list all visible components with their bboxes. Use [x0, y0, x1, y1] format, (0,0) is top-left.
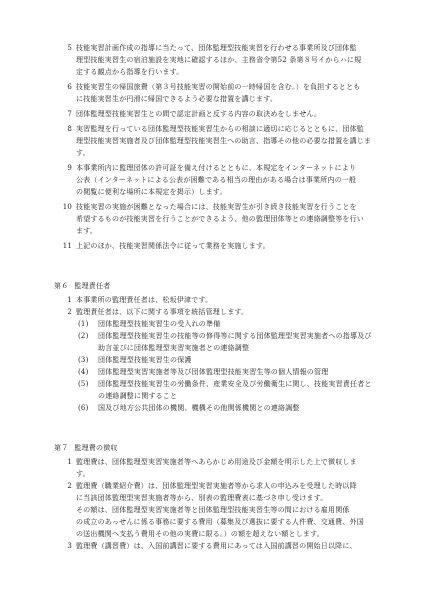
sub-item-number: (3) [78, 356, 89, 364]
sub-item [62, 402, 376, 414]
list-item [62, 540, 376, 552]
sub-item [62, 354, 376, 366]
item-number: 2 [67, 482, 72, 490]
item-line: 上記のほか、技能実習関係法令に従って業務を実施します。 [76, 242, 270, 250]
item-number: 1 [67, 296, 72, 304]
list-item [62, 123, 376, 159]
item-line: の成立のあっせんに係る事務に要する費用（募集及び選抜に要する人件費、交通費、外国 [76, 518, 364, 526]
item-line: 団体監理型技能実習生の技能等の修得等に関する団体監理型実習実施者への指導及び [98, 332, 372, 340]
item-line: す。 [76, 470, 90, 478]
item-line: 本事業所の監理責任者は、松坂伊津です。 [76, 296, 213, 304]
item-line: 助言並びに団体監理型実習実施者との連絡調整 [98, 344, 250, 352]
list-item [62, 240, 376, 252]
item-number: 11 [62, 242, 72, 250]
item-line: 希望するものが技能実習を行うことができるよう、他の監理団体等との連絡調整等を行い [76, 215, 364, 223]
item-number: 2 [67, 308, 72, 316]
list-item [62, 480, 376, 540]
item-line: 理型技能実習実施者及び団体監理型技能実習生への助言、指導その他の必要な措置を講じます。 [76, 137, 372, 157]
section-heading [54, 280, 376, 292]
section-number: 第６ [54, 282, 69, 290]
sub-item-number: (2) [78, 332, 89, 340]
sub-item-number: (6) [78, 404, 89, 412]
item-line: 監理費（職業紹介費）は、団体監理型実習実施者等から求人の申込みを受理した時以降 [76, 482, 357, 490]
item-line: 技能実習の実施が困難となった場合には、技能実習生が引き続き技能実習を行うことを [76, 203, 357, 211]
list-item [62, 42, 376, 78]
item-line: 定する観点から指導を行います。 [76, 68, 184, 76]
item-line: の連絡調整に関すること [98, 392, 178, 400]
item-line: 本事業所内に監理団体の許可証を備え付けるとともに、本規定をインターネットにより [76, 164, 357, 172]
item-number: 1 [67, 458, 72, 466]
item-line: 公表（インターネットによる公表が困難である相当の理由がある場合は事業所内の一般 [76, 176, 357, 184]
item-number: 7 [67, 110, 72, 118]
item-line: の送出機関へ支払う費用その他の実費に限る。）の額を超えない額とします。 [76, 530, 324, 538]
sub-item [62, 330, 376, 354]
item-line: 団体監理型技能実習生の受入れの準備 [98, 320, 221, 328]
sub-item [62, 318, 376, 330]
item-line: ます。 [76, 227, 98, 235]
list-item [62, 201, 376, 237]
item-line: 監理責任者は、以下に関する事項を統括管理します。 [76, 308, 249, 316]
item-number: 6 [67, 83, 72, 91]
item-line: 国及び地方公共団体の機関、機構その他関係機関との連絡調整 [98, 404, 300, 412]
item-number: 3 [67, 542, 72, 550]
section-number: 第７ [54, 444, 69, 452]
section-title: 監理責任者 [74, 282, 111, 290]
list-item [62, 294, 376, 306]
sub-item-number: (1) [78, 320, 89, 328]
item-number: 10 [62, 203, 72, 211]
item-line: 技能実習生の帰国旅費（第３号技能実習の開始前の一時帰国を含む。）を負担するととも [76, 83, 361, 91]
sub-item [62, 366, 376, 378]
item-line: 理型技能実習生の宿泊施設を実地に確認するほか、主務省令第52 条第８号イからハに規 [76, 56, 362, 64]
list-item [62, 306, 376, 318]
list-item [62, 81, 376, 105]
section-7 [54, 442, 376, 552]
item-number: 5 [67, 44, 72, 52]
item-line: に当該団体監理型実習実施者等から、別表の監理費表に基づき申し受けます。 [76, 494, 328, 502]
sub-item [62, 378, 376, 402]
item-line: 監理費（講習費）は、入国前講習に要する費用にあっては入国前講習の開始日以降に、 [76, 542, 357, 550]
sub-item-number: (4) [78, 368, 89, 376]
section-title: 監理費の徴収 [74, 444, 118, 452]
item-line: に技能実習生が円滑に帰国できるよう必要な措置を講じます。 [76, 95, 278, 103]
item-number: 9 [67, 164, 72, 172]
list-item [62, 108, 376, 120]
item-line: 団体監理型実習実施者等及び団体監理型技能実習生等の個人情報の管理 [98, 368, 329, 376]
sub-item-number: (5) [78, 380, 89, 388]
list-item [62, 162, 376, 198]
section-heading [54, 442, 376, 454]
item-line: の閲覧に便利な場所に本規定を掲示）します。 [76, 188, 227, 196]
item-line: その額は、団体監理型実習実施者等と団体監理型技能実習生等の間における雇用関係 [76, 506, 350, 514]
item-line: 実習監理を行っている団体監理型技能実習生からの相談に適切に応じるとともに、団体監 [76, 125, 364, 133]
list-item [62, 456, 376, 480]
item-number: 8 [67, 125, 72, 133]
item-line: 技能実習計画作成の指導に当たって、団体監理型技能実習を行わせる事業所及び団体監 [76, 44, 357, 52]
item-line: 団体監理型技能実習生との間で認定計画と反する内容の取決めをしません。 [76, 110, 322, 118]
item-line: 団体監理型技能実習生の労働条件、産業安全及び労働衛生に関し、技能実習責任者と [98, 380, 372, 388]
item-line: 団体監理型技能実習生の保護 [98, 356, 192, 364]
items-top [62, 42, 376, 252]
section-6 [54, 280, 376, 414]
item-line: 監理費は、団体監理型実習実施者等へあらかじめ用途及び金額を明示した上で徴収しま [76, 458, 357, 466]
